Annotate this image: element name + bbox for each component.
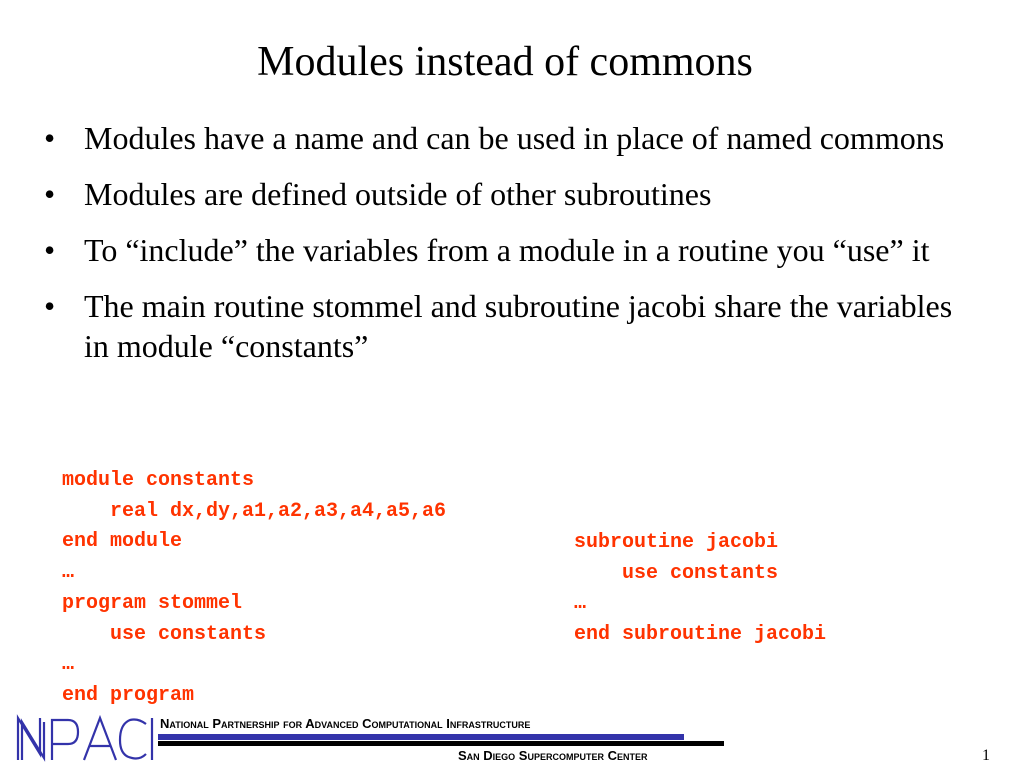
partnership-name: National Partnership for Advanced Computational Infrastructure (160, 716, 531, 731)
bullet-item: • Modules have a name and can be used in place of named commons (44, 118, 984, 158)
code-line: use constants (62, 622, 267, 646)
code-line: … (574, 592, 587, 616)
code-line: … (62, 561, 75, 585)
code-line: … (62, 653, 75, 677)
page-number: 1 (982, 747, 990, 764)
slide-title: Modules instead of commons (257, 39, 753, 85)
code-line: real dx,dy,a1,a2,a3,a4,a5,a6 (62, 499, 447, 523)
supercomputer-center-name: San Diego Supercomputer Center (458, 748, 648, 763)
footer-bar-blue (158, 734, 684, 740)
code-line: module constants (62, 469, 255, 492)
code-line: use constants (574, 561, 779, 585)
footer-bar-black (158, 741, 724, 746)
bullet-item: • To “include” the variables from a module in a routine you “use” it (44, 230, 984, 270)
code-line: end module (62, 530, 183, 554)
bullet-item: • Modules are defined outside of other subroutines (44, 174, 984, 214)
code-line: subroutine jacobi (574, 531, 779, 554)
code-line: end subroutine jacobi (574, 623, 827, 647)
bullet-list (44, 118, 984, 382)
code-line: program stommel (62, 591, 243, 615)
npaci-logo (14, 712, 156, 764)
code-line: end program (62, 683, 195, 707)
code-block-subroutine (574, 528, 826, 651)
logo-text: NPACI (14, 712, 17, 713)
code-block-module-program (62, 466, 446, 712)
bullet-item: • The main routine stommel and subroutine jacobi share the variables in module “constants” (44, 286, 984, 366)
